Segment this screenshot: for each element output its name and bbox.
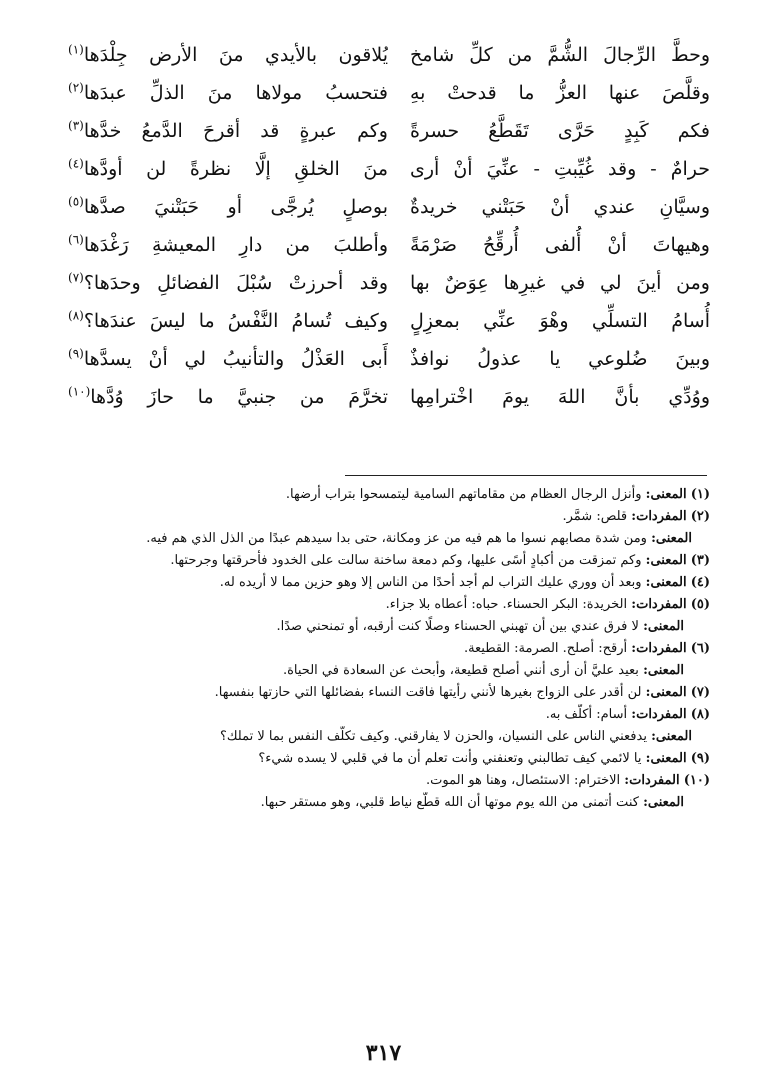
footnote [58, 726, 710, 748]
footnote [58, 616, 710, 638]
poem [68, 36, 710, 416]
footnote-text: قلص: شمَّر. [562, 509, 628, 524]
footnote-label: المعنى: [651, 729, 692, 744]
footnote-text: بعيد عليَّ أن أرى أنني أصلح قطيعة، وأبحث عن السعادة في الحياة. [282, 663, 639, 678]
footnote-number: (٥) [690, 597, 710, 612]
footnote-number: (٧) [690, 685, 710, 700]
verse-first-hemistich: وقلَّصَ عنها العزُّ ما قدحتْ بهِ [410, 82, 710, 104]
verse-first-hemistich: وحطَّ الرِّجالَ الشُّمَّ من كلِّ شامخ [410, 44, 710, 66]
verse-second-text: وأطلبَ من دارِ المعيشةِ رَغْدَها [83, 234, 388, 256]
verse-row [68, 226, 710, 264]
footnote-text: يدفعني الناس على النسيان، والحزن لا يفارقني. وكيف تكلَّف النفس بما لا تملك؟ [219, 729, 647, 744]
footnote-marker: (٨) [68, 308, 84, 323]
verse-second-text: تخرَّمَ من جنبيَّ ما حازَ وُدَّها [90, 386, 388, 408]
footnote-text: كنت أتمنى من الله يوم موتها أن الله قطَّع نياط قلبي، وهو مستقر حبها. [260, 795, 639, 810]
footnote-label: المعنى: [643, 795, 684, 810]
footnote [58, 748, 710, 770]
footnote-label: المفردات: [631, 707, 687, 722]
verse-row [68, 188, 710, 226]
verse-row [68, 36, 710, 74]
footnote-marker: (٤) [68, 156, 84, 171]
verse-row [68, 112, 710, 150]
page-number: ٣١٧ [365, 1040, 402, 1066]
footnote-label: المعنى: [645, 487, 687, 502]
verse-row [68, 302, 710, 340]
footnote-label: المفردات: [631, 509, 687, 524]
footnote-number: (١) [690, 487, 710, 502]
verse-second-hemistich [68, 150, 388, 188]
footnote-marker: (٢) [68, 80, 84, 95]
footnote-label: المفردات: [631, 597, 687, 612]
verse-first-hemistich: وسيَّانِ عندي أنْ حَبَتْني خريدةٌ [410, 196, 710, 218]
footnote [58, 792, 710, 814]
verse-second-hemistich [68, 302, 388, 340]
footnote [58, 594, 710, 616]
verse-second-text: منَ الخلقِ إلَّا نظرةً لن أودَّها [83, 158, 388, 180]
verse-second-text: بوصلٍ يُرجَّى أو حَبَتْنيَ صدَّها [83, 196, 388, 218]
footnote-label: المفردات: [624, 773, 680, 788]
footnote-number: (٦) [690, 641, 710, 656]
footnote [58, 506, 710, 528]
footnote [58, 638, 710, 660]
verse-second-text: أَبى العَذْلُ والتأنيبُ لي أنْ يسدَّها [83, 348, 388, 370]
footnote-number: (١٠) [683, 773, 710, 788]
verse-row [68, 150, 710, 188]
verse-first-hemistich: وبينَ ضُلوعي يا عذولُ نوافذٌ [410, 348, 710, 370]
footnote-text: الخريدة: البكر الحسناء. حباه: أعطاه بلا جزاء. [385, 597, 628, 612]
footnote-number: (٢) [690, 509, 710, 524]
footnote-label: المعنى: [643, 619, 684, 634]
verse-first-hemistich: ومن أينَ لي في غيرِها عِوَضٌ بها [410, 272, 710, 294]
verse-row [68, 378, 710, 416]
footnote-text: لا فرق عندي بين أن تهبني الحسناء وصلًا كنت أرقبه، أو تمنحني صدًا. [276, 619, 639, 634]
footnote [58, 572, 710, 594]
footnote-marker: (٣) [68, 118, 84, 133]
footnote-separator [345, 475, 707, 476]
verse-second-hemistich [68, 112, 388, 150]
footnote [58, 550, 710, 572]
footnote-text: يا لائمي كيف تطالبني وتعنفني وأنت تعلم أن ما في قلبي لا يسده شيء؟ [258, 751, 642, 766]
verse-first-hemistich: ووُدِّي بأنَّ اللهَ يومَ اخْترامِها [410, 386, 710, 408]
verse-second-text: وكم عبرةٍ قد أقرحَ الدَّمعُ خدَّها [83, 120, 388, 142]
verse-second-hemistich [68, 226, 388, 264]
footnote [58, 704, 710, 726]
verse-first-hemistich: حرامٌ - وقد غُيِّبتِ - عنِّيَ أنْ أرى [410, 158, 710, 180]
footnote [58, 682, 710, 704]
footnote-text: وكم تمزقت من أكبادٍ أسًى عليها، وكم دمعة ساخنة سالت على الخدود فأحرقتها وجرحتها. [170, 553, 642, 568]
verse-second-text: فتحسبُ مولاها منَ الذلِّ عبدَها [83, 82, 388, 104]
verse-second-text: يُلاقون بالأيدي منَ الأرض جِلْدَها [83, 44, 388, 66]
footnotes [58, 484, 710, 814]
footnote [58, 660, 710, 682]
footnote-number: (٣) [690, 553, 710, 568]
verse-second-hemistich [68, 188, 388, 226]
footnote-label: المعنى: [645, 575, 687, 590]
verse-row [68, 74, 710, 112]
footnote-text: ومن شدة مصابهم نسوا ما هم فيه من عز ومكانة، حتى بدا سيدهم عبدًا من الذل الذي هم فيه. [146, 531, 647, 546]
footnote-label: المعنى: [645, 751, 687, 766]
verse-second-hemistich [68, 264, 388, 302]
verse-second-hemistich [68, 74, 388, 112]
verse-first-hemistich: أُسامُ التسلِّي وهْوَ عنِّي بمعزِلٍ [410, 310, 710, 332]
verse-row [68, 340, 710, 378]
verse-first-hemistich: وهيهاتَ أنْ أُلفى أُرقِّحُ صَرْمَةً [410, 234, 710, 256]
verse-row [68, 264, 710, 302]
footnote-marker: (٥) [68, 194, 84, 209]
footnote-marker: (٧) [68, 270, 84, 285]
footnote-number: (٩) [690, 751, 710, 766]
footnote-label: المعنى: [643, 663, 684, 678]
footnote-number: (٨) [690, 707, 710, 722]
footnote-marker: (١) [68, 42, 84, 57]
verse-first-hemistich: فكم كَبِدٍ حَرَّى تَقَطَّعُ حسرةً [410, 120, 710, 142]
footnote [58, 528, 710, 550]
footnote-text: أسام: أكلَّف به. [545, 707, 628, 722]
footnote-marker: (٩) [68, 346, 84, 361]
footnote-text: أرقح: أصلح. الصرمة: القطيعة. [463, 641, 628, 656]
verse-second-hemistich [68, 36, 388, 74]
footnote-text: وبعد أن ووري عليك التراب لم أجد أحدًا من الناس إلا وهو حزين مما لا أريده له. [219, 575, 642, 590]
footnote [58, 484, 710, 506]
footnote-label: المعنى: [645, 685, 687, 700]
footnote-text: الاخترام: الاستئصال، وهنا هو الموت. [426, 773, 621, 788]
footnote-label: المعنى: [651, 531, 692, 546]
footnote-label: المعنى: [645, 553, 687, 568]
verse-second-text: وكيف تُسامُ النَّفْسُ ما ليسَ عندَها؟ [83, 310, 388, 332]
verse-second-text: وقد أحرزتْ سُبْلَ الفضائلِ وحدَها؟ [83, 272, 388, 294]
verse-second-hemistich [68, 378, 388, 416]
footnote-number: (٤) [690, 575, 710, 590]
footnote-text: لن أقدر على الزواج بغيرها لأنني رأيتها فاقت النساء بفضائلها التي حازتها بنفسها. [214, 685, 642, 700]
footnote-text: وأنزل الرجال العظام من مقاماتهم السامية ليتمسحوا بتراب أرضها. [285, 487, 642, 502]
footnote-marker: (١٠) [68, 384, 91, 399]
footnote-label: المفردات: [631, 641, 687, 656]
verse-second-hemistich [68, 340, 388, 378]
footnote [58, 770, 710, 792]
footnote-marker: (٦) [68, 232, 84, 247]
